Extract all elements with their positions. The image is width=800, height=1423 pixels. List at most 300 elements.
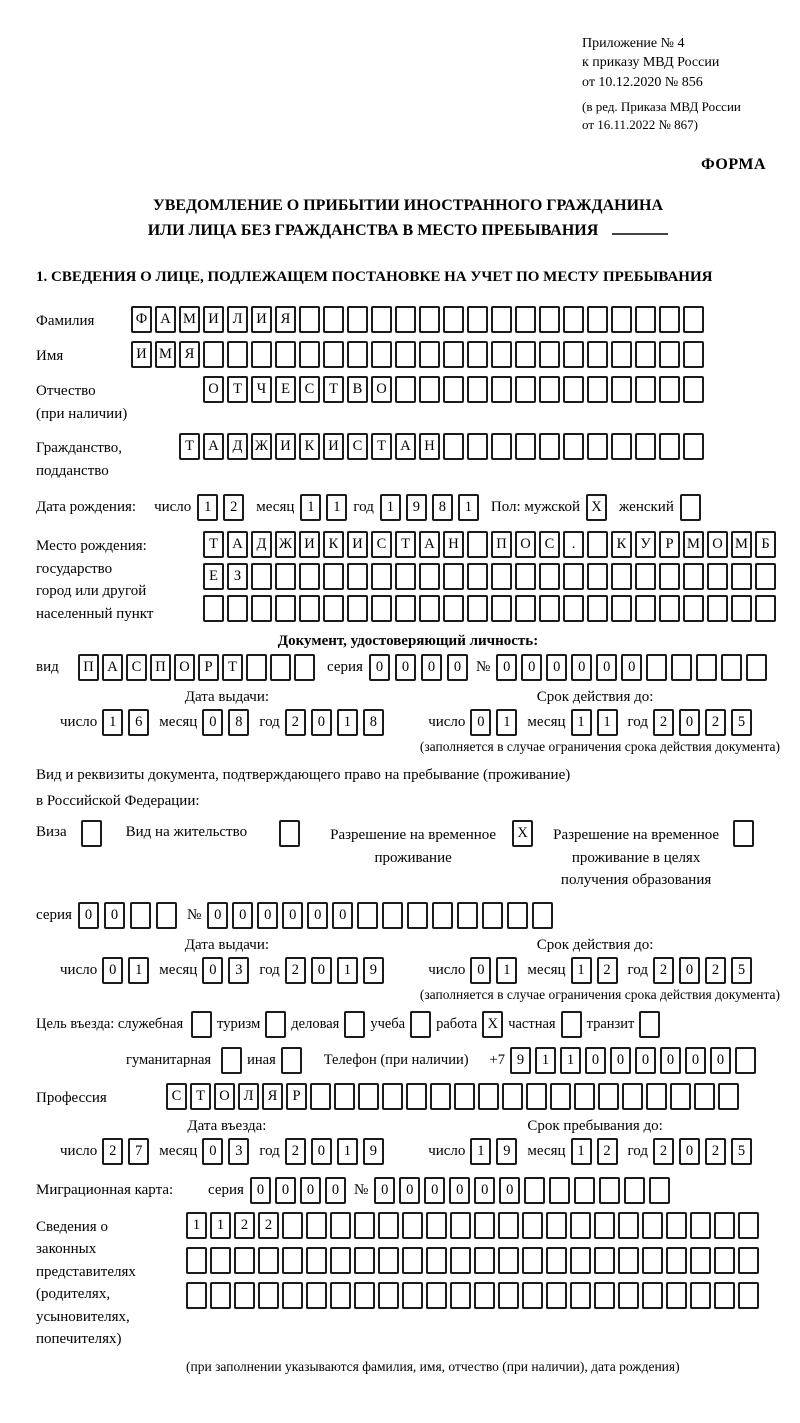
form-cell	[371, 306, 392, 333]
form-cell: 1	[300, 494, 321, 521]
form-cell	[587, 341, 608, 368]
form-cell: Т	[203, 531, 224, 558]
form-cell: Е	[203, 563, 224, 590]
form-cell	[524, 1177, 545, 1204]
form-cell: 1	[535, 1047, 556, 1074]
field-birthplace	[36, 531, 780, 625]
form-cell	[563, 595, 584, 622]
form-cell	[203, 595, 224, 622]
form-cell	[395, 306, 416, 333]
form-cell: Д	[227, 433, 248, 460]
form-cell: Ч	[251, 376, 272, 403]
form-cell: Т	[179, 433, 200, 460]
form-cell	[282, 1212, 303, 1239]
form-cell: Ж	[251, 433, 272, 460]
form-cell: 2	[653, 957, 674, 984]
form-cell: 0	[232, 902, 253, 929]
form-cell	[707, 595, 728, 622]
form-cell	[574, 1083, 595, 1110]
purpose-row	[36, 1011, 780, 1038]
form-cell	[371, 563, 392, 590]
form-cell	[635, 433, 656, 460]
form-cell	[371, 341, 392, 368]
form-cell	[258, 1247, 279, 1274]
form-cell: Т	[371, 433, 392, 460]
form-cell	[746, 654, 767, 681]
form-cell	[526, 1083, 547, 1110]
form-cell: Д	[251, 531, 272, 558]
form-cell	[275, 341, 296, 368]
mig-number-cells	[374, 1177, 670, 1204]
form-cell	[532, 902, 553, 929]
form-cell: X	[512, 820, 533, 847]
form-cell: 2	[234, 1212, 255, 1239]
form-cell: Н	[419, 433, 440, 460]
form-cell	[683, 306, 704, 333]
form-cell	[306, 1247, 327, 1274]
form-cell: Н	[443, 531, 464, 558]
purpose-office-checkbox	[191, 1011, 212, 1038]
form-cell	[611, 563, 632, 590]
form-title	[36, 194, 780, 244]
form-cell	[587, 376, 608, 403]
form-cell	[275, 595, 296, 622]
form-cell: 0	[311, 1138, 332, 1165]
form-cell: 1	[571, 957, 592, 984]
id-valid-day	[470, 709, 517, 736]
form-cell: 2	[597, 1138, 618, 1165]
form-cell: 0	[332, 902, 353, 929]
form-cell	[659, 433, 680, 460]
form-cell: И	[299, 531, 320, 558]
form-cell: 8	[228, 709, 249, 736]
surname-label: Фамилия	[36, 313, 95, 330]
permit-valid-year	[653, 957, 752, 984]
form-cell	[81, 820, 102, 847]
form-cell	[563, 376, 584, 403]
form-cell: 2	[653, 1138, 674, 1165]
private-label: частная	[508, 1015, 556, 1032]
form-cell: 5	[731, 709, 752, 736]
form-cell	[358, 1083, 379, 1110]
form-cell: 2	[285, 957, 306, 984]
form-cell: 5	[731, 957, 752, 984]
form-cell	[402, 1282, 423, 1309]
form-cell	[738, 1212, 759, 1239]
form-cell	[587, 595, 608, 622]
form-cell	[539, 341, 560, 368]
form-cell	[570, 1247, 591, 1274]
field-birthdate	[36, 494, 780, 521]
form-cell	[323, 341, 344, 368]
form-cell: 2	[705, 957, 726, 984]
entry-month	[202, 1138, 249, 1165]
permit-dates	[60, 937, 780, 984]
residence-permit-checkbox	[271, 820, 300, 847]
form-cell	[467, 376, 488, 403]
form-cell: 0	[621, 654, 642, 681]
form-cell	[299, 563, 320, 590]
section1-heading: 1. СВЕДЕНИЯ О ЛИЦЕ, ПОДЛЕЖАЩЕМ ПОСТАНОВКЕ НА УЧЕТ ПО МЕСТУ ПРЕБЫВАНИЯ	[36, 269, 713, 286]
form-cell	[347, 306, 368, 333]
form-cell: К	[323, 531, 344, 558]
form-cell	[718, 1083, 739, 1110]
stay-month	[571, 1138, 618, 1165]
form-cell	[646, 1083, 667, 1110]
stay-year	[653, 1138, 752, 1165]
form-cell	[666, 1282, 687, 1309]
form-cell: С	[166, 1083, 187, 1110]
year-label: год	[353, 499, 374, 516]
form-cell: 0	[395, 654, 416, 681]
form-cell: 0	[311, 957, 332, 984]
field-id-doc	[36, 654, 780, 681]
form-cell	[467, 563, 488, 590]
form-cell	[659, 376, 680, 403]
form-cell	[690, 1247, 711, 1274]
form-cell	[714, 1282, 735, 1309]
stay-until-group: Срок пребывания до: число 1 9 месяц 1 2 год 2 0 2 5	[428, 1118, 762, 1165]
permit-valid-day	[470, 957, 517, 984]
form-cell: 0	[399, 1177, 420, 1204]
stay-until-heading: Срок пребывания до:	[527, 1117, 663, 1134]
form-cell	[279, 820, 300, 847]
form-cell: И	[347, 531, 368, 558]
patronymic-cells	[203, 376, 704, 403]
form-cell	[635, 341, 656, 368]
form-cell	[498, 1247, 519, 1274]
birthplace-row3	[203, 595, 776, 622]
form-cell	[683, 595, 704, 622]
form-cell	[690, 1282, 711, 1309]
form-cell	[491, 376, 512, 403]
field-name	[36, 341, 780, 368]
form-cell: Т	[227, 376, 248, 403]
form-cell: 0	[300, 1177, 321, 1204]
id-issue-year	[285, 709, 384, 736]
form-cell	[714, 1247, 735, 1274]
form-cell: 0	[571, 654, 592, 681]
form-cell	[378, 1282, 399, 1309]
form-cell: 8	[432, 494, 453, 521]
permit-valid-group: Срок действия до: число 0 1 месяц 1 2 год 2 0 2 5	[428, 937, 762, 984]
form-cell: 9	[510, 1047, 531, 1074]
form-cell: 0	[585, 1047, 606, 1074]
form-cell: 1	[128, 957, 149, 984]
form-cell	[539, 563, 560, 590]
purpose-label: Цель въезда: служебная	[36, 1015, 184, 1032]
form-cell	[354, 1282, 375, 1309]
forma-label: ФОРМА	[700, 155, 766, 173]
purpose-study-checkbox	[410, 1011, 431, 1038]
form-cell	[670, 1083, 691, 1110]
form-cell: 0	[257, 902, 278, 929]
form-cell: О	[174, 654, 195, 681]
sex-female-checkbox	[680, 494, 701, 521]
representatives-row3	[186, 1282, 759, 1309]
form-cell	[282, 1282, 303, 1309]
form-cell	[618, 1247, 639, 1274]
form-cell	[410, 1011, 431, 1038]
form-cell	[282, 1247, 303, 1274]
tourism-label: туризм	[217, 1015, 261, 1032]
form-cell	[347, 341, 368, 368]
form-cell: 1	[470, 1138, 491, 1165]
form-cell: С	[539, 531, 560, 558]
id-valid-group: Срок действия до: число 0 1 месяц 1 1 год 2 0 2 5	[428, 689, 762, 736]
form-cell	[474, 1212, 495, 1239]
form-cell	[563, 341, 584, 368]
form-cell	[330, 1282, 351, 1309]
header-amendment	[582, 98, 778, 134]
form-cell	[251, 341, 272, 368]
form-cell: 0	[496, 654, 517, 681]
temp-permit-edu-option	[547, 820, 754, 892]
form-cell	[696, 654, 717, 681]
form-cell	[498, 1212, 519, 1239]
form-cell: 6	[128, 709, 149, 736]
form-cell: С	[371, 531, 392, 558]
form-cell: Я	[179, 341, 200, 368]
form-cell: 0	[499, 1177, 520, 1204]
header-line: Приложение № 4	[582, 36, 685, 51]
form-cell: Я	[275, 306, 296, 333]
form-cell	[310, 1083, 331, 1110]
temp-permit-option	[322, 820, 533, 869]
form-cell: 2	[223, 494, 244, 521]
field-representatives	[36, 1212, 780, 1351]
form-cell	[622, 1083, 643, 1110]
form-cell: 1	[458, 494, 479, 521]
form-cell	[491, 433, 512, 460]
permit-issue-year	[285, 957, 384, 984]
number-label: №	[353, 1181, 369, 1198]
form-cell	[443, 341, 464, 368]
sex-female-label: женский	[619, 499, 674, 516]
form-cell: 2	[285, 709, 306, 736]
birthplace-row1	[203, 531, 776, 558]
field-migration-card	[36, 1177, 780, 1204]
transit-label: транзит	[586, 1015, 635, 1032]
valid-until-heading: Срок действия до:	[536, 689, 654, 706]
form-cell: 0	[596, 654, 617, 681]
form-cell: Р	[659, 531, 680, 558]
form-cell: Т	[395, 531, 416, 558]
form-cell	[587, 306, 608, 333]
form-cell: Ф	[131, 306, 152, 333]
field-permit-number	[36, 902, 780, 929]
form-cell	[539, 595, 560, 622]
id-valid-year	[653, 709, 752, 736]
form-cell	[419, 595, 440, 622]
number-label: №	[186, 906, 202, 923]
form-cell	[549, 1177, 570, 1204]
form-cell: В	[347, 376, 368, 403]
form-cell	[323, 595, 344, 622]
form-cell	[382, 902, 403, 929]
mig-seriya-cells	[250, 1177, 346, 1204]
form-cell	[306, 1282, 327, 1309]
form-cell	[395, 376, 416, 403]
birthplace-label: Место рождения: государство город или другой населенный пункт	[36, 538, 154, 622]
form-cell: 2	[597, 957, 618, 984]
form-cell	[574, 1177, 595, 1204]
phone-label: Телефон (при наличии)	[323, 1051, 469, 1068]
form-cell	[611, 376, 632, 403]
form-cell	[406, 1083, 427, 1110]
day-label: число	[154, 499, 192, 516]
id-vid-cells	[78, 654, 315, 681]
form-cell: 1	[326, 494, 347, 521]
form-cell	[130, 902, 151, 929]
form-cell: 0	[635, 1047, 656, 1074]
form-cell: 0	[78, 902, 99, 929]
form-cell	[649, 1177, 670, 1204]
form-cell	[354, 1247, 375, 1274]
birthplace-cells	[203, 531, 776, 622]
temp-permit-edu-checkbox	[725, 820, 754, 847]
form-cell: О	[214, 1083, 235, 1110]
form-cell	[594, 1247, 615, 1274]
purpose-transit-checkbox	[639, 1011, 660, 1038]
visa-option	[36, 820, 102, 847]
id-valid-month	[571, 709, 618, 736]
form-cell: 1	[337, 957, 358, 984]
form-cell	[738, 1282, 759, 1309]
id-seriya-cells	[369, 654, 468, 681]
form-cell: 0	[447, 654, 468, 681]
form-cell	[642, 1282, 663, 1309]
form-cell	[382, 1083, 403, 1110]
permit-issue-month	[202, 957, 249, 984]
form-cell: 0	[369, 654, 390, 681]
form-cell	[234, 1282, 255, 1309]
form-cell	[646, 654, 667, 681]
seriya-label: серия	[327, 659, 363, 676]
form-cell: У	[635, 531, 656, 558]
form-cell	[323, 563, 344, 590]
form-cell: 3	[228, 1138, 249, 1165]
temp-permit-label: Разрешение на временное проживание	[330, 827, 497, 866]
form-cell: Л	[227, 306, 248, 333]
patronymic-label: Отчество (при наличии)	[36, 383, 128, 422]
form-cell	[330, 1247, 351, 1274]
form-cell	[502, 1083, 523, 1110]
form-cell	[419, 563, 440, 590]
form-cell	[666, 1212, 687, 1239]
form-cell	[357, 902, 378, 929]
form-cell	[642, 1247, 663, 1274]
form-cell: П	[491, 531, 512, 558]
form-cell	[474, 1247, 495, 1274]
form-cell: 1	[571, 1138, 592, 1165]
form-cell	[334, 1083, 355, 1110]
form-cell	[714, 1212, 735, 1239]
residence-permit-option	[126, 820, 300, 847]
form-cell: С	[299, 376, 320, 403]
seriya-label: серия	[36, 906, 72, 923]
form-cell	[539, 433, 560, 460]
sex-male-checkbox	[586, 494, 607, 521]
form-cell	[599, 1177, 620, 1204]
form-cell	[635, 563, 656, 590]
form-cell: 1	[102, 709, 123, 736]
phone-cells	[510, 1047, 756, 1074]
form-cell: 9	[363, 957, 384, 984]
form-cell: .	[563, 531, 584, 558]
form-cell	[659, 563, 680, 590]
form-cell	[635, 376, 656, 403]
valid-note: (заполняется в случае ограничения срока действия документа)	[419, 739, 780, 755]
form-cell: Т	[190, 1083, 211, 1110]
header-line: к приказу МВД России	[582, 55, 720, 71]
form-cell	[680, 494, 701, 521]
form-cell	[522, 1212, 543, 1239]
form-cell	[432, 902, 453, 929]
permit-intro-line2: в Российской Федерации:	[36, 792, 200, 809]
form-cell: Е	[275, 376, 296, 403]
form-cell	[467, 433, 488, 460]
form-cell: А	[102, 654, 123, 681]
representatives-row2	[186, 1247, 759, 1274]
form-cell: З	[227, 563, 248, 590]
form-cell	[344, 1011, 365, 1038]
form-cell: 1	[210, 1212, 231, 1239]
entry-day	[102, 1138, 149, 1165]
form-cell	[426, 1247, 447, 1274]
form-cell	[203, 341, 224, 368]
form-cell: А	[203, 433, 224, 460]
form-cell: 9	[406, 494, 427, 521]
form-cell: А	[419, 531, 440, 558]
form-cell	[354, 1212, 375, 1239]
number-label: №	[475, 659, 491, 676]
form-cell: 0	[421, 654, 442, 681]
id-doc-dates	[60, 689, 780, 736]
form-cell	[227, 341, 248, 368]
form-cell	[265, 1011, 286, 1038]
form-cell	[443, 563, 464, 590]
other-label: иная	[247, 1051, 276, 1068]
form-cell	[156, 902, 177, 929]
form-cell	[491, 306, 512, 333]
representatives-label: Сведения о законных представителях (родителях, усыновителях, попечителях)	[36, 1218, 136, 1348]
form-cell: 1	[197, 494, 218, 521]
temp-permit-edu-label: Разрешение на временное проживание в целях получения образования	[553, 827, 720, 889]
form-cell: X	[482, 1011, 503, 1038]
form-cell	[299, 341, 320, 368]
form-cell	[426, 1282, 447, 1309]
issue-date-heading: Дата выдачи:	[184, 689, 270, 706]
field-surname	[36, 306, 780, 333]
form-cell	[402, 1247, 423, 1274]
form-cell	[515, 376, 536, 403]
header-line: (в ред. Приказа МВД России	[582, 98, 741, 114]
permit-valid-month	[571, 957, 618, 984]
profession-label: Профессия	[36, 1089, 107, 1106]
form-cell	[454, 1083, 475, 1110]
form-cell: 2	[258, 1212, 279, 1239]
form-cell	[618, 1212, 639, 1239]
form-cell	[478, 1083, 499, 1110]
id-number-cells	[496, 654, 767, 681]
form-cell	[347, 563, 368, 590]
form-cell: 1	[496, 957, 517, 984]
form-cell	[467, 531, 488, 558]
work-label: работа	[436, 1015, 478, 1032]
form-cell	[246, 654, 267, 681]
form-cell: 0	[207, 902, 228, 929]
